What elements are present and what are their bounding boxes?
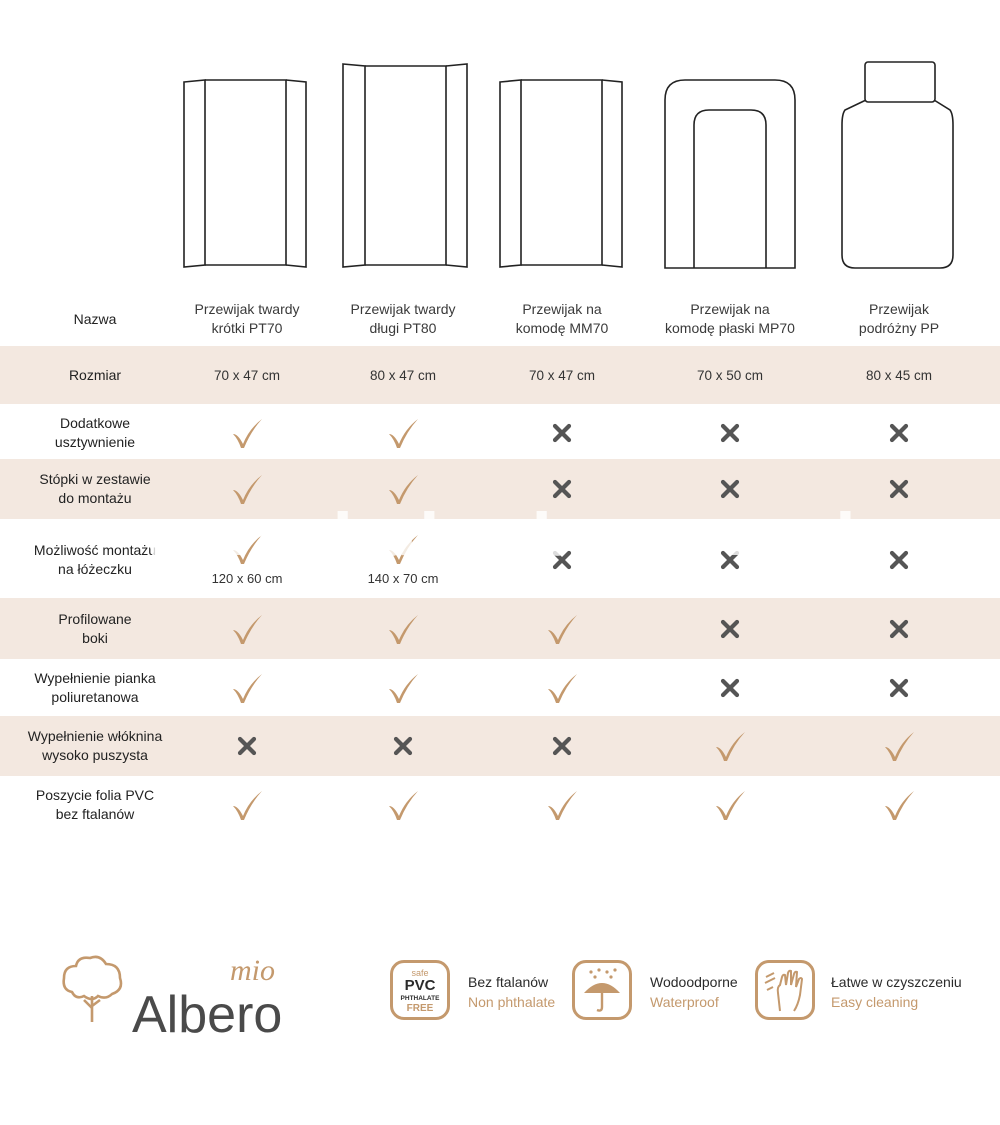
feature-cell (177, 598, 317, 659)
product-size-4: 70 x 50 cm (696, 367, 764, 383)
check-icon (882, 730, 916, 762)
flat-rounded-illustration (665, 80, 795, 268)
feature-cell (333, 407, 473, 459)
feature-label: Wypełnienie włóknina wysoko puszysta (27, 728, 163, 763)
feature-note: 120 x 60 cm (211, 570, 283, 586)
feature-cell (333, 776, 473, 834)
feature-cell (333, 598, 473, 659)
check-icon (882, 789, 916, 821)
feature-cell (660, 716, 800, 776)
feature-cell (829, 716, 969, 776)
feature-cell (660, 459, 800, 519)
icon-text-phthalate: PHTHALATE (400, 995, 440, 1002)
check-icon (386, 789, 420, 821)
feature-cell (492, 659, 632, 716)
check-icon (230, 533, 264, 565)
feature-cell (177, 407, 317, 459)
row-label-size: Rozmiar (68, 366, 122, 383)
feature-cell (829, 522, 969, 598)
check-icon (230, 473, 264, 505)
feature-cell (829, 459, 969, 519)
check-icon (230, 417, 264, 449)
product-name-3: Przewijak na komodę MM70 (515, 301, 609, 336)
hand-wiping-icon (758, 963, 812, 1017)
row-label-name: Nazwa (73, 310, 117, 327)
icon-text-safe: safe (411, 968, 429, 978)
check-icon (386, 672, 420, 704)
feature-cell (829, 598, 969, 659)
feature-label: Dodatkowe usztywnienie (54, 415, 136, 450)
cross-icon (889, 619, 909, 639)
tree-icon (64, 957, 121, 1022)
badge-en-waterproof: Waterproof (650, 994, 719, 1010)
feature-cell (492, 459, 632, 519)
icon-text-pvc: PVC (404, 977, 436, 994)
cross-icon (889, 678, 909, 698)
feature-label: Możliwość montażu na łóżeczku (33, 542, 157, 577)
wedge-long-illustration (343, 64, 467, 267)
feature-cell (333, 659, 473, 716)
feature-label: Poszycie folia PVC bez ftalanów (35, 787, 155, 822)
feature-label: Stópki w zestawie do montażu (39, 471, 151, 506)
row-size (0, 346, 1000, 404)
cross-icon (720, 550, 740, 570)
brand-name: Albero (132, 986, 283, 1040)
cross-icon (889, 423, 909, 443)
feature-cell (492, 522, 632, 598)
cross-icon (393, 736, 413, 756)
check-icon (713, 789, 747, 821)
product-size-1: 70 x 47 cm (213, 367, 281, 383)
feature-note: 140 x 70 cm (367, 570, 439, 586)
cross-icon (720, 479, 740, 499)
cross-icon (720, 423, 740, 443)
cross-icon (552, 479, 572, 499)
cross-icon (237, 736, 257, 756)
feature-cell (177, 459, 317, 519)
feature-row (0, 459, 1000, 519)
check-icon (386, 473, 420, 505)
badge-text-pvc (468, 972, 555, 1012)
cross-icon (720, 678, 740, 698)
feature-cell (333, 522, 473, 598)
check-icon (386, 417, 420, 449)
travel-illustration (842, 62, 953, 268)
feature-cell (492, 407, 632, 459)
product-size-5: 80 x 45 cm (865, 367, 933, 383)
cross-icon (720, 619, 740, 639)
badge-text-cleaning (831, 972, 962, 1012)
feature-label: Profilowane boki (58, 610, 132, 646)
badge-en-cleaning: Easy cleaning (831, 994, 919, 1010)
product-name-1: Przewijak twardy krótki PT70 (194, 301, 300, 336)
feature-cell (333, 716, 473, 776)
umbrella-rain-icon (575, 963, 629, 1017)
product-size-3: 70 x 47 cm (528, 367, 596, 383)
feature-cell (660, 598, 800, 659)
badge-pl-pvc: Bez ftalanów (468, 974, 549, 990)
cross-icon (552, 423, 572, 443)
feature-cell (660, 659, 800, 716)
feature-cell (660, 776, 800, 834)
feature-row (0, 598, 1000, 659)
row-name (0, 292, 1000, 346)
check-icon (713, 730, 747, 762)
badge-cleaning (755, 960, 815, 1020)
feature-cell (492, 776, 632, 834)
wedge-short-illustration-2 (500, 80, 622, 267)
pvc-phthalate-free-icon (393, 963, 447, 1017)
check-icon (230, 789, 264, 821)
check-icon (545, 789, 579, 821)
feature-row (0, 407, 1000, 459)
footer (0, 940, 1000, 1050)
feature-cell (177, 522, 317, 598)
cross-icon (889, 550, 909, 570)
check-icon (386, 533, 420, 565)
product-name-5: Przewijak podróżny PP (858, 301, 940, 336)
cross-icon (552, 550, 572, 570)
watermark: www.baby-boom.md (141, 501, 859, 569)
feature-label: Wypełnienie pianka poliuretanowa (34, 669, 156, 705)
product-illustrations (0, 0, 1000, 290)
badge-pl-cleaning: Łatwe w czyszczeniu (831, 974, 962, 990)
product-name-4: Przewijak na komodę płaski MP70 (665, 301, 795, 336)
badge-waterproof (572, 960, 632, 1020)
product-name-2: Przewijak twardy długi PT80 (350, 301, 456, 336)
check-icon (545, 613, 579, 645)
check-icon (230, 672, 264, 704)
feature-row (0, 522, 1000, 598)
feature-cell (660, 407, 800, 459)
icon-text-free: FREE (406, 1003, 434, 1014)
feature-cell (829, 407, 969, 459)
wedge-short-illustration-1 (184, 80, 306, 267)
feature-cell (333, 459, 473, 519)
feature-row (0, 776, 1000, 834)
feature-row (0, 659, 1000, 716)
cross-icon (889, 479, 909, 499)
feature-cell (829, 659, 969, 716)
feature-cell (492, 598, 632, 659)
product-size-2: 80 x 47 cm (369, 367, 437, 383)
feature-cell (177, 776, 317, 834)
check-icon (230, 613, 264, 645)
badge-en-pvc: Non phthalate (468, 994, 556, 1010)
cross-icon (552, 736, 572, 756)
feature-cell (177, 716, 317, 776)
feature-cell (660, 522, 800, 598)
badge-pl-waterproof: Wodoodporne (650, 974, 738, 990)
feature-cell (177, 659, 317, 716)
feature-row (0, 716, 1000, 776)
brand-script: mio (230, 954, 275, 987)
feature-cell (492, 716, 632, 776)
badge-text-waterproof (650, 972, 738, 1012)
albero-mio-logo (58, 950, 328, 1040)
badge-pvc (390, 960, 450, 1020)
check-icon (545, 672, 579, 704)
feature-cell (829, 776, 969, 834)
check-icon (386, 613, 420, 645)
